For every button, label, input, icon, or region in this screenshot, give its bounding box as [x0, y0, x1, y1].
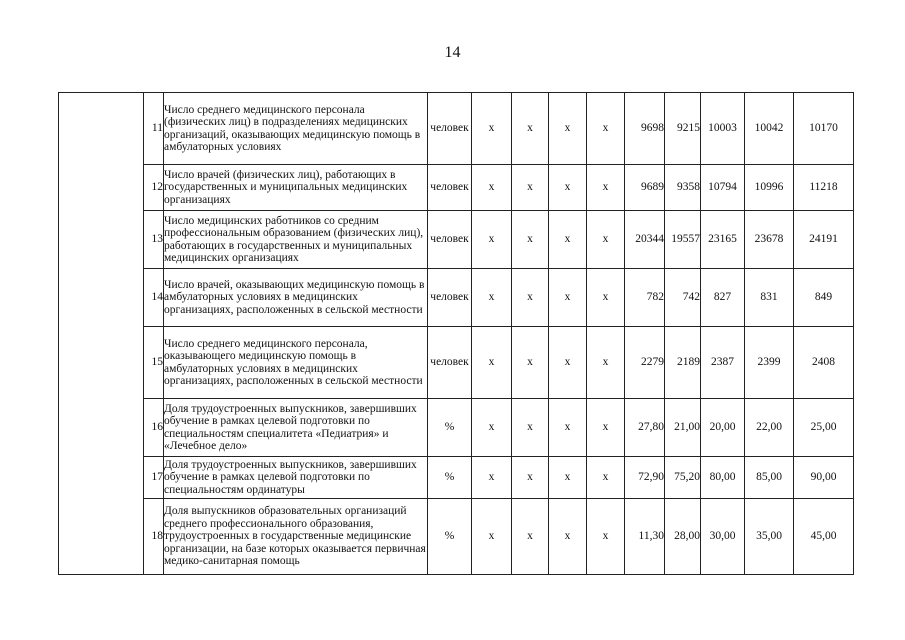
unit-cell: человек — [428, 93, 472, 165]
value-1: 20344 — [625, 211, 665, 269]
value-1: 72,90 — [625, 457, 665, 499]
value-4: 22,00 — [745, 399, 794, 457]
table-row — [59, 93, 854, 165]
cell-x4: х — [587, 399, 625, 457]
value-5: 10170 — [794, 93, 854, 165]
value-4: 35,00 — [745, 499, 794, 575]
cell-x4: х — [587, 93, 625, 165]
cell-x2: х — [512, 457, 549, 499]
unit-cell: % — [428, 499, 472, 575]
cell-x4: х — [587, 327, 625, 399]
row-number: 13 — [144, 211, 164, 269]
cell-x1: х — [472, 457, 512, 499]
value-5: 2408 — [794, 327, 854, 399]
value-3: 10003 — [701, 93, 745, 165]
cell-x3: х — [549, 499, 587, 575]
cell-x1: х — [472, 211, 512, 269]
value-5: 45,00 — [794, 499, 854, 575]
value-3: 80,00 — [701, 457, 745, 499]
value-3: 10794 — [701, 165, 745, 211]
table-row — [59, 165, 854, 211]
value-4: 831 — [745, 269, 794, 327]
cell-x3: х — [549, 269, 587, 327]
value-4: 10042 — [745, 93, 794, 165]
row-number: 14 — [144, 269, 164, 327]
row-number: 11 — [144, 93, 164, 165]
cell-x4: х — [587, 165, 625, 211]
row-number: 16 — [144, 399, 164, 457]
value-2: 21,00 — [665, 399, 701, 457]
table-row — [59, 399, 854, 457]
indicator-name: Число медицинских работников со средним профессиональным образованием (физических лиц), работающих в государственных и муниципальных медицинских организациях — [164, 211, 428, 269]
cell-x3: х — [549, 399, 587, 457]
indicator-name: Доля трудоустроенных выпускников, завершивших обучение в рамках целевой подготовки по специальностям ординатуры — [164, 457, 428, 499]
row-number: 12 — [144, 165, 164, 211]
row-number: 15 — [144, 327, 164, 399]
indicator-name: Число врачей, оказывающих медицинскую помощь в амбулаторных условиях в медицинских организациях, расположенных в сельской местности — [164, 269, 428, 327]
indicator-table — [58, 92, 854, 575]
table-row — [59, 269, 854, 327]
value-2: 9215 — [665, 93, 701, 165]
cell-x1: х — [472, 165, 512, 211]
value-5: 90,00 — [794, 457, 854, 499]
cell-x3: х — [549, 457, 587, 499]
cell-x2: х — [512, 399, 549, 457]
unit-cell: % — [428, 399, 472, 457]
value-3: 2387 — [701, 327, 745, 399]
cell-x3: х — [549, 165, 587, 211]
indicator-name: Число среднего медицинского персонала (физических лиц) в подразделениях медицинских организаций, оказывающих медицинскую помощь в амбулаторных условиях — [164, 93, 428, 165]
unit-cell: человек — [428, 211, 472, 269]
value-5: 25,00 — [794, 399, 854, 457]
cell-x2: х — [512, 165, 549, 211]
page-number: 14 — [444, 44, 461, 61]
value-2: 2189 — [665, 327, 701, 399]
value-2: 28,00 — [665, 499, 701, 575]
value-1: 11,30 — [625, 499, 665, 575]
blank-left-column — [59, 93, 144, 575]
value-5: 11218 — [794, 165, 854, 211]
table-row — [59, 211, 854, 269]
row-number: 18 — [144, 499, 164, 575]
value-3: 20,00 — [701, 399, 745, 457]
cell-x1: х — [472, 399, 512, 457]
unit-cell: человек — [428, 269, 472, 327]
value-1: 27,80 — [625, 399, 665, 457]
cell-x3: х — [549, 327, 587, 399]
value-2: 9358 — [665, 165, 701, 211]
cell-x4: х — [587, 499, 625, 575]
value-2: 75,20 — [665, 457, 701, 499]
value-2: 742 — [665, 269, 701, 327]
indicator-name: Доля трудоустроенных выпускников, завершивших обучение в рамках целевой подготовки по специальностям специалитета «Педиатрия» и «Лечебное дело» — [164, 399, 428, 457]
unit-cell: человек — [428, 327, 472, 399]
cell-x4: х — [587, 211, 625, 269]
row-number: 17 — [144, 457, 164, 499]
cell-x1: х — [472, 269, 512, 327]
cell-x2: х — [512, 93, 549, 165]
value-1: 2279 — [625, 327, 665, 399]
value-4: 23678 — [745, 211, 794, 269]
value-3: 827 — [701, 269, 745, 327]
indicator-name: Число врачей (физических лиц), работающих в государственных и муниципальных медицинских организациях — [164, 165, 428, 211]
cell-x3: х — [549, 93, 587, 165]
cell-x1: х — [472, 327, 512, 399]
value-5: 24191 — [794, 211, 854, 269]
value-4: 85,00 — [745, 457, 794, 499]
unit-cell: % — [428, 457, 472, 499]
value-4: 2399 — [745, 327, 794, 399]
indicator-name: Доля выпускников образовательных организаций среднего профессионального образования, трудоустроенных в государственные медицинские организации, на базе которых оказывается первичная медико-санитарная помощь — [164, 499, 428, 575]
cell-x2: х — [512, 269, 549, 327]
value-1: 782 — [625, 269, 665, 327]
value-2: 19557 — [665, 211, 701, 269]
value-5: 849 — [794, 269, 854, 327]
table-row — [59, 457, 854, 499]
cell-x1: х — [472, 93, 512, 165]
cell-x2: х — [512, 327, 549, 399]
cell-x4: х — [587, 269, 625, 327]
cell-x3: х — [549, 211, 587, 269]
unit-cell: человек — [428, 165, 472, 211]
value-3: 30,00 — [701, 499, 745, 575]
value-1: 9689 — [625, 165, 665, 211]
cell-x2: х — [512, 211, 549, 269]
table-row — [59, 327, 854, 399]
value-1: 9698 — [625, 93, 665, 165]
value-3: 23165 — [701, 211, 745, 269]
table-row — [59, 499, 854, 575]
cell-x2: х — [512, 499, 549, 575]
cell-x1: х — [472, 499, 512, 575]
cell-x4: х — [587, 457, 625, 499]
indicator-name: Число среднего медицинского персонала, оказывающего медицинскую помощь в амбулаторных условиях в медицинских организациях, расположенных в сельской местности — [164, 327, 428, 399]
value-4: 10996 — [745, 165, 794, 211]
